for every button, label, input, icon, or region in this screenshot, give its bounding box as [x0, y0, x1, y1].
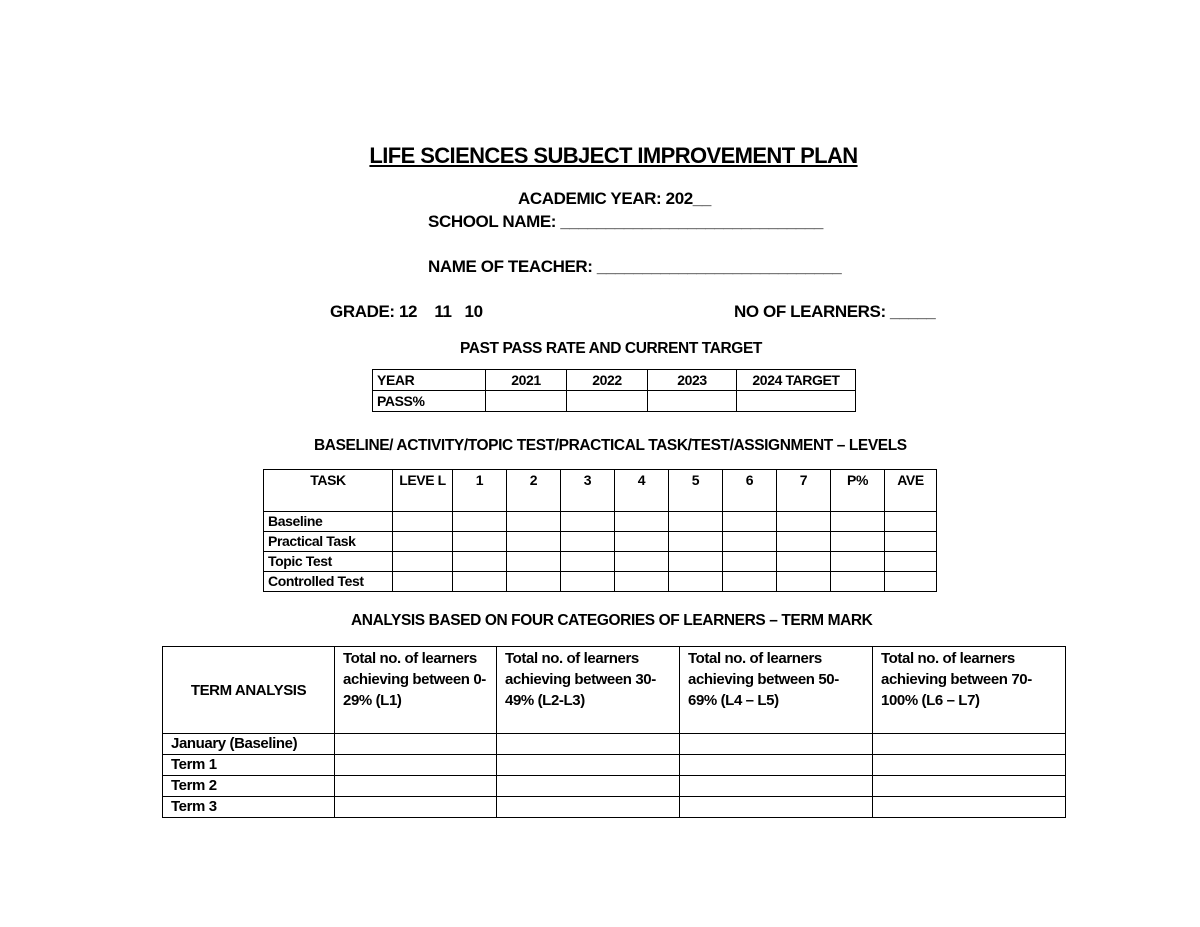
- table-cell[interactable]: [885, 532, 937, 552]
- table-cell[interactable]: [486, 391, 567, 412]
- table-row-label: Term 1: [163, 755, 335, 776]
- grade-line: GRADE: 12 11 10: [330, 302, 483, 321]
- table-row: [163, 647, 1066, 734]
- table-row-label: Term 2: [163, 776, 335, 797]
- table-row-label: Controlled Test: [264, 572, 393, 592]
- table-header-cell: Total no. of learners achieving between 30-49% (L2-L3): [497, 647, 680, 734]
- table-header-cell: 2021: [486, 370, 567, 391]
- table-cell[interactable]: [335, 755, 497, 776]
- table-row-label: Baseline: [264, 512, 393, 532]
- table-cell[interactable]: [777, 552, 831, 572]
- table-cell[interactable]: [777, 512, 831, 532]
- table-cell[interactable]: [831, 512, 885, 532]
- table-header-cell: TERM ANALYSIS: [163, 647, 335, 734]
- table-header-cell: 3: [561, 470, 615, 512]
- academic-year: ACADEMIC YEAR: 202__: [518, 189, 711, 208]
- table-cell[interactable]: [561, 552, 615, 572]
- table-cell[interactable]: [335, 797, 497, 818]
- table-cell[interactable]: [453, 552, 507, 572]
- table-cell[interactable]: [497, 797, 680, 818]
- table-cell[interactable]: [648, 391, 737, 412]
- table-cell[interactable]: [453, 572, 507, 592]
- table-cell[interactable]: [777, 532, 831, 552]
- levels-table: [263, 469, 937, 592]
- table-header-cell: 5: [669, 470, 723, 512]
- table-cell[interactable]: [507, 512, 561, 532]
- school-name-field: SCHOOL NAME: _____________________________: [428, 212, 823, 231]
- table-cell[interactable]: [723, 532, 777, 552]
- table-header-cell: P%: [831, 470, 885, 512]
- table-row: [264, 572, 937, 592]
- table-cell[interactable]: [615, 512, 669, 532]
- table-cell[interactable]: [680, 776, 873, 797]
- table-row: [264, 470, 937, 512]
- analysis-table: [162, 646, 1066, 818]
- table-row: [163, 776, 1066, 797]
- table-cell[interactable]: [831, 552, 885, 572]
- table-cell[interactable]: [453, 512, 507, 532]
- table-cell[interactable]: [497, 734, 680, 755]
- table-header-cell: 1: [453, 470, 507, 512]
- table-cell[interactable]: [497, 776, 680, 797]
- table-cell[interactable]: [669, 572, 723, 592]
- table-cell[interactable]: [507, 572, 561, 592]
- table-cell[interactable]: [885, 552, 937, 572]
- table-cell[interactable]: [873, 755, 1066, 776]
- table-cell[interactable]: [335, 776, 497, 797]
- table-row: [373, 391, 856, 412]
- table-header-cell: 4: [615, 470, 669, 512]
- table-row: [163, 797, 1066, 818]
- table-header-cell: Total no. of learners achieving between 0-29% (L1): [335, 647, 497, 734]
- table-header-cell: Total no. of learners achieving between 70-100% (L6 – L7): [873, 647, 1066, 734]
- table-row-label: Practical Task: [264, 532, 393, 552]
- table-cell[interactable]: [831, 572, 885, 592]
- table-cell[interactable]: [873, 776, 1066, 797]
- table-cell[interactable]: [615, 572, 669, 592]
- levels-heading: BASELINE/ ACTIVITY/TOPIC TEST/PRACTICAL TASK/TEST/ASSIGNMENT – LEVELS: [314, 437, 907, 454]
- table-cell[interactable]: [615, 552, 669, 572]
- table-cell[interactable]: [393, 532, 453, 552]
- table-header-cell: TASK: [264, 470, 393, 512]
- table-cell[interactable]: [507, 552, 561, 572]
- table-cell[interactable]: [393, 552, 453, 572]
- page-title: LIFE SCIENCES SUBJECT IMPROVEMENT PLAN: [369, 143, 858, 168]
- table-header-cell: 2022: [567, 370, 648, 391]
- table-header-cell: 2023: [648, 370, 737, 391]
- table-cell[interactable]: [669, 532, 723, 552]
- table-cell[interactable]: [393, 512, 453, 532]
- table-row: [163, 734, 1066, 755]
- table-row: [163, 755, 1066, 776]
- table-cell[interactable]: [680, 734, 873, 755]
- table-header-cell: YEAR: [373, 370, 486, 391]
- table-row: [264, 552, 937, 572]
- table-row-label: PASS%: [373, 391, 486, 412]
- learners-field: NO OF LEARNERS: _____: [734, 302, 936, 321]
- table-row: [264, 532, 937, 552]
- table-cell[interactable]: [777, 572, 831, 592]
- table-row-label: Term 3: [163, 797, 335, 818]
- table-cell[interactable]: [873, 734, 1066, 755]
- table-row: [264, 512, 937, 532]
- table-cell[interactable]: [723, 552, 777, 572]
- table-cell[interactable]: [873, 797, 1066, 818]
- table-cell[interactable]: [885, 572, 937, 592]
- table-cell[interactable]: [680, 755, 873, 776]
- table-cell[interactable]: [507, 532, 561, 552]
- table-cell[interactable]: [393, 572, 453, 592]
- table-cell[interactable]: [723, 512, 777, 532]
- table-cell[interactable]: [497, 755, 680, 776]
- teacher-name-field: NAME OF TEACHER: ___________________________: [428, 257, 842, 276]
- table-cell[interactable]: [567, 391, 648, 412]
- pass-rate-heading: PAST PASS RATE AND CURRENT TARGET: [460, 340, 762, 357]
- table-cell[interactable]: [831, 532, 885, 552]
- table-header-cell: 7: [777, 470, 831, 512]
- table-header-cell: LEVE L: [393, 470, 453, 512]
- table-cell[interactable]: [669, 552, 723, 572]
- table-row-label: January (Baseline): [163, 734, 335, 755]
- pass-rate-table: [372, 369, 856, 412]
- table-cell[interactable]: [885, 512, 937, 532]
- table-cell[interactable]: [680, 797, 873, 818]
- table-cell[interactable]: [335, 734, 497, 755]
- table-cell[interactable]: [669, 512, 723, 532]
- table-cell[interactable]: [723, 572, 777, 592]
- table-row-label: Topic Test: [264, 552, 393, 572]
- table-header-cell: 2024 TARGET: [737, 370, 856, 391]
- table-header-cell: 2: [507, 470, 561, 512]
- table-cell[interactable]: [615, 532, 669, 552]
- table-header-cell: AVE: [885, 470, 937, 512]
- table-cell[interactable]: [561, 512, 615, 532]
- analysis-heading: ANALYSIS BASED ON FOUR CATEGORIES OF LEARNERS – TERM MARK: [351, 612, 873, 629]
- table-row: [373, 370, 856, 391]
- table-cell[interactable]: [453, 532, 507, 552]
- table-cell[interactable]: [737, 391, 856, 412]
- table-header-cell: 6: [723, 470, 777, 512]
- table-cell[interactable]: [561, 572, 615, 592]
- table-header-cell: Total no. of learners achieving between 50-69% (L4 – L5): [680, 647, 873, 734]
- table-cell[interactable]: [561, 532, 615, 552]
